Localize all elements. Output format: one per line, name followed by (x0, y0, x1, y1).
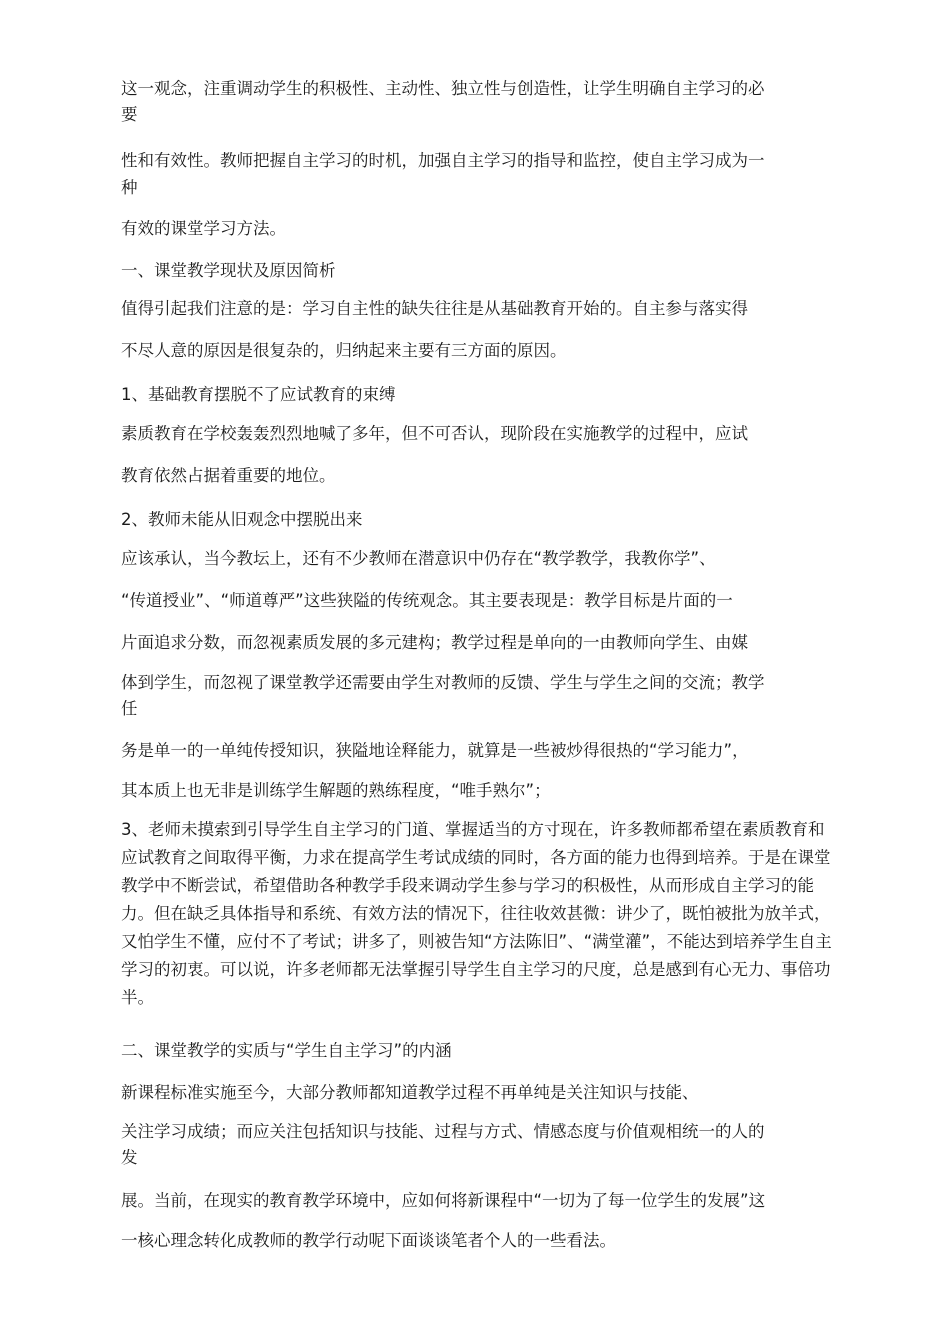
paragraph-line: 教育依然占据着重要的地位。 (121, 466, 336, 485)
paragraph-line: 这一观念，注重调动学生的积极性、主动性、独立性与创造性，让学生明确自主学习的必 (121, 79, 765, 98)
subheading-2: 2、教师未能从旧观念中摆脱出来 (121, 510, 363, 529)
subheading-1: 1、基础教育摆脱不了应试教育的束缚 (121, 385, 396, 404)
paragraph-line-wrap: 任 (121, 699, 138, 718)
section-heading-1: 一、课堂教学现状及原因简析 (121, 261, 336, 280)
paragraph-line: 体到学生，而忽视了课堂教学还需要由学生对教师的反馈、学生与学生之间的交流；教学 (121, 673, 765, 692)
paragraph-line: “传道授业”、“师道尊严”这些狭隘的传统观念。其主要表现是：教学目标是片面的一 (121, 591, 733, 610)
paragraph-line: 务是单一的一单纯传授知识，狭隘地诠释能力，就算是一些被炒得很热的“学习能力”， (121, 741, 749, 760)
paragraph-line-wrap: 要 (121, 105, 138, 124)
paragraph-line: 性和有效性。教师把握自主学习的时机，加强自主学习的指导和监控，使自主学习成为一 (121, 151, 765, 170)
paragraph-line: 其本质上也无非是训练学生解题的熟练程度，“唯手熟尔”； (121, 781, 551, 800)
paragraph-line: 值得引起我们注意的是：学习自主性的缺失往往是从基础教育开始的。自主参与落实得 (121, 299, 748, 318)
paragraph-line-wrap: 种 (121, 178, 138, 197)
paragraph-line: 新课程标准实施至今，大部分教师都知道教学过程不再单纯是关注知识与技能、 (121, 1083, 699, 1102)
paragraph-line: 关注学习成绩；而应关注包括知识与技能、过程与方式、情感态度与价值观相统一的人的 (121, 1122, 765, 1141)
paragraph-line: 片面追求分数，而忽视素质发展的多元建构；教学过程是单向的一由教师向学生、由媒 (121, 633, 748, 652)
paragraph-block-3: 3、老师未摸索到引导学生自主学习的门道、掌握适当的方寸现在，许多教师都希望在素质教育和应试教育之间取得平衡，力求在提高学生考试成绩的同时，各方面的能力也得到培养。于是在课堂教学中不断尝试，希望借助各种教学手段来调动学生参与学习的积极性，从而形成自主学习的能力。但在缺乏具体指导和系统、有效方法的情况下，往往收效甚微：讲少了，既怕被批为放羊式，又怕学生不懂，应付不了考试；讲多了，则被告知“方法陈旧”、“满堂灌”，不能达到培养学生自主学习的初衷。可以说，许多老师都无法掌握引导学生自主学习的尺度，总是感到有心无力、事倍功半。 (121, 820, 832, 1007)
paragraph-line: 应该承认，当今教坛上，还有不少教师在潜意识中仍存在“教学教学，我教你学”、 (121, 549, 716, 568)
paragraph-line-wrap: 发 (121, 1148, 138, 1167)
paragraph-line: 一核心理念转化成教师的教学行动呢下面谈谈笔者个人的一些看法。 (121, 1231, 616, 1250)
paragraph-line: 有效的课堂学习方法。 (121, 219, 286, 238)
paragraph-line: 展。当前，在现实的教育教学环境中，应如何将新课程中“一切为了每一位学生的发展”这 (121, 1191, 766, 1210)
paragraph-line: 素质教育在学校轰轰烈烈地喊了多年，但不可否认，现阶段在实施教学的过程中，应试 (121, 424, 748, 443)
paragraph-line: 不尽人意的原因是很复杂的，归纳起来主要有三方面的原因。 (121, 341, 567, 360)
section-heading-2: 二、课堂教学的实质与“学生自主学习”的内涵 (121, 1041, 452, 1060)
